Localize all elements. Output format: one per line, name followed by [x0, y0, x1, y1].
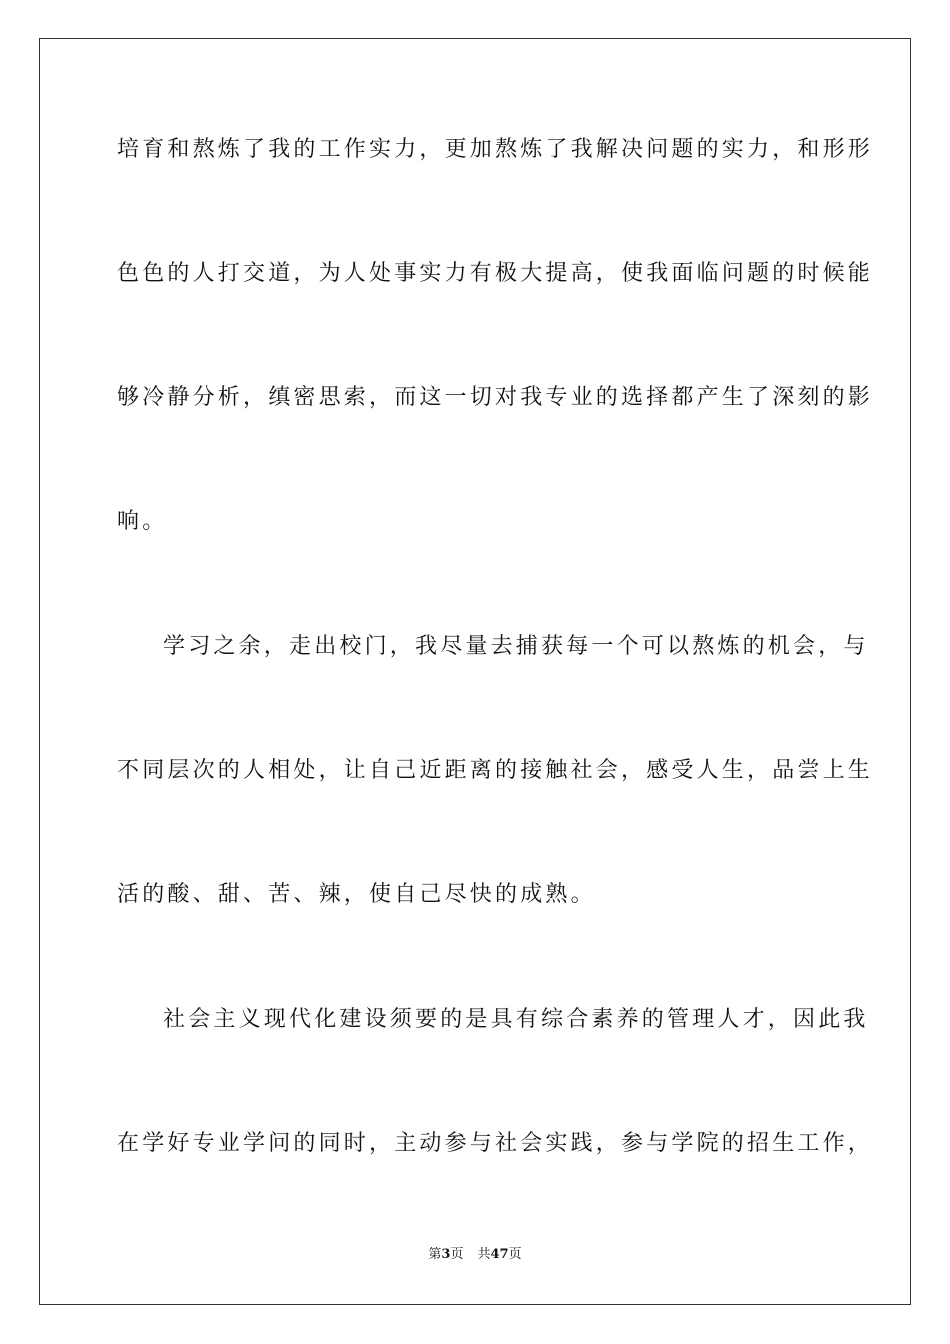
text-line-7: 活的酸、甜、苦、辣，使自己尽快的成熟。	[117, 882, 596, 907]
text-line-2: 色色的人打交道，为人处事实力有极大提高，使我面临问题的时候能	[117, 261, 874, 286]
page-suffix: 页	[450, 1247, 464, 1262]
text-line-3: 够冷静分析，缜密思索，而这一切对我专业的选择都产生了深刻的影	[117, 385, 874, 410]
text-line-6: 不同层次的人相处，让自己近距离的接触社会，感受人生，品尝上生	[117, 758, 874, 783]
page-prefix: 第	[428, 1247, 442, 1262]
page-frame	[39, 38, 911, 1305]
text-line-8: 社会主义现代化建设须要的是具有综合素养的管理人才，因此我	[163, 1007, 869, 1032]
text-line-4: 响。	[117, 509, 168, 534]
text-line-1: 培育和熬炼了我的工作实力，更加熬炼了我解决问题的实力，和形形	[117, 137, 874, 162]
total-suffix: 页	[508, 1247, 522, 1262]
text-line-5: 学习之余，走出校门，我尽量去捕获每一个可以熬炼的机会，与	[163, 634, 869, 659]
total-pages: 47	[490, 1247, 509, 1262]
page-footer	[0, 1246, 950, 1264]
text-line-9: 在学好专业学问的同时，主动参与社会实践，参与学院的招生工作，	[117, 1131, 874, 1156]
total-prefix: 共	[477, 1247, 491, 1262]
page-number: 3	[441, 1247, 451, 1262]
